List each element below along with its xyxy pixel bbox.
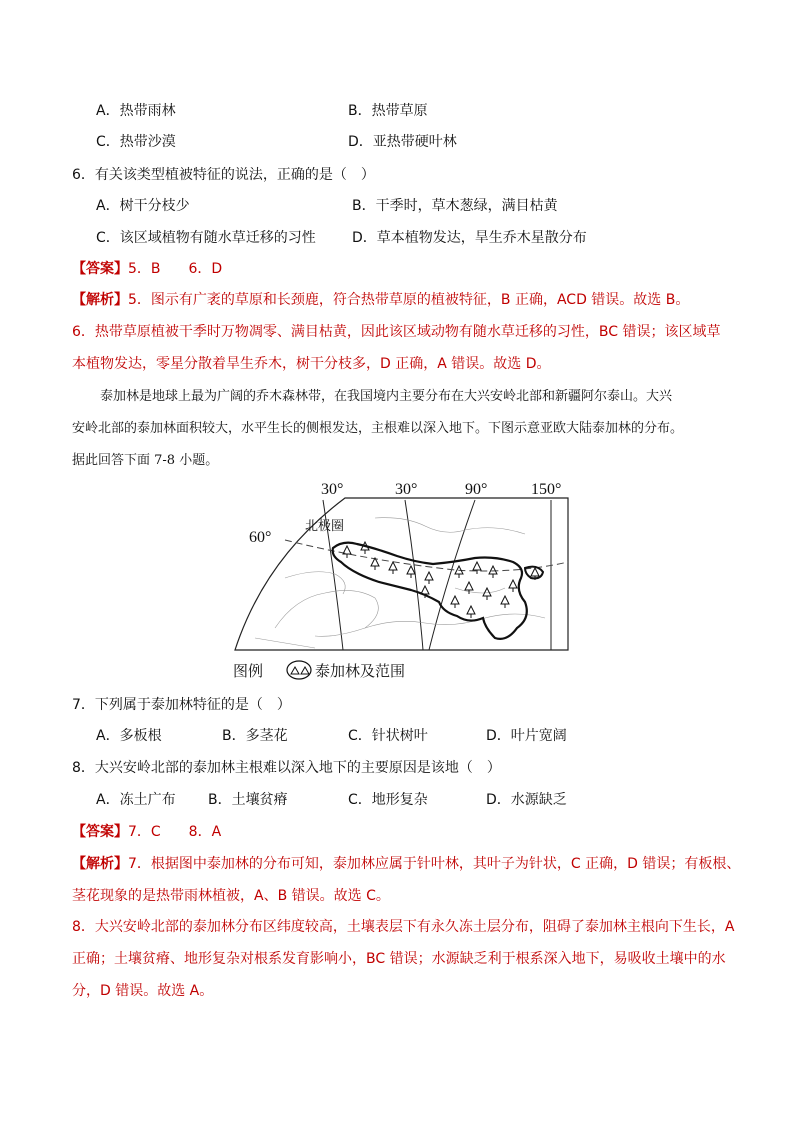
analysis-tag: 【解析】 — [72, 292, 128, 308]
q6-option-a: A．树干分枝少 — [96, 198, 190, 214]
lon-label-4: 150° — [531, 481, 562, 498]
answer-tag: 【答案】 — [72, 261, 128, 277]
legend-label: 图例 — [233, 663, 264, 680]
lon-label-1: 30° — [321, 481, 344, 498]
taiga-distribution-map — [225, 478, 585, 684]
answer-block-1 — [72, 259, 222, 279]
q8-option-a: A．冻土广布 — [96, 792, 176, 808]
passage-line1: 泰加林是地球上最为广阔的乔木森林带，在我国境内主要分布在大兴安岭北部和新疆阿尔泰山。大兴 — [100, 389, 673, 404]
answer-tag: 【答案】 — [72, 824, 128, 840]
arctic-circle-line — [285, 540, 568, 571]
q8-option-b: B．土壤贫瘠 — [208, 792, 288, 808]
analysis-text: 5．图示有广袤的草原和长颈鹿，符合热带草原的植被特征，B 正确，ACD 错误。故选 B。 — [128, 292, 690, 308]
q6-stem: 6．有关该类型植被特征的说法，正确的是（ ） — [72, 167, 375, 183]
analysis-block-2-line3: 8．大兴安岭北部的泰加林分布区纬度较高，土壤表层下有永久冻土层分布，阻碍了泰加林主根向下生长，A — [72, 919, 735, 935]
meridian-3 — [429, 500, 475, 650]
analysis-block-2-line5: 分，D 错误。故选 A。 — [72, 983, 214, 999]
answer-text: 5．B 6．D — [128, 261, 223, 277]
legend-text: 泰加林及范围 — [315, 663, 406, 680]
q7-stem: 7．下列属于泰加林特征的是（ ） — [72, 697, 291, 713]
arctic-circle-label: 北极圈 — [305, 518, 345, 533]
q5-option-b: B．热带草原 — [348, 103, 428, 119]
q7-option-d: D．叶片宽阔 — [486, 728, 567, 744]
q8-stem: 8．大兴安岭北部的泰加林主根难以深入地下的主要原因是该地（ ） — [72, 760, 501, 776]
coastlines — [255, 518, 545, 648]
analysis-block-2-line2: 茎花现象的是热带雨林植被，A、B 错误。故选 C。 — [72, 888, 390, 904]
analysis-block-1-line1 — [72, 290, 689, 310]
analysis-text: 7．根据图中泰加林的分布可知，泰加林应属于针叶林，其叶子为针状，C 正确，D 错误；有板根、 — [128, 856, 741, 872]
analysis-block-1-line3: 本植物发达，零星分散着旱生乔木，树干分枝多，D 正确，A 错误。故选 D。 — [72, 356, 551, 372]
q5-option-a: A．热带雨林 — [96, 103, 176, 119]
passage-line2: 安岭北部的泰加林面积较大，水平生长的侧根发达，主根难以深入地下。下图示意亚欧大陆泰加林的分布。 — [72, 421, 684, 436]
lon-label-2: 30° — [395, 481, 418, 498]
meridian-2 — [405, 500, 423, 650]
q5-option-d: D．亚热带硬叶林 — [348, 134, 457, 150]
analysis-block-1-line2: 6．热带草原植被干季时万物凋零、满目枯黄，因此该区域动物有随水草迁移的习性，BC 错误；该区域草 — [72, 324, 721, 340]
analysis-tag: 【解析】 — [72, 856, 128, 872]
analysis-block-2-line4: 正确；土壤贫瘠、地形复杂对根系发育影响小，BC 错误；水源缺乏利于根系深入地下，易吸收土壤中的水 — [72, 951, 726, 967]
lon-label-3: 90° — [465, 481, 488, 498]
legend-taiga-icon — [287, 661, 311, 679]
q8-option-c: C．地形复杂 — [348, 792, 428, 808]
q5-option-c: C．热带沙漠 — [96, 134, 176, 150]
analysis-block-2-line1 — [72, 854, 740, 874]
q6-option-c: C．该区域植物有随水草迁移的习性 — [96, 230, 316, 246]
q6-option-d: D．草本植物发达，旱生乔木星散分布 — [352, 230, 587, 246]
passage-line3: 据此回答下面 7-8 小题。 — [72, 453, 219, 468]
lat-label-60: 60° — [249, 529, 272, 546]
answer-block-2 — [72, 822, 221, 842]
q7-option-a: A．多板根 — [96, 728, 162, 744]
answer-text: 7．C 8．A — [128, 824, 222, 840]
q8-option-d: D．水源缺乏 — [486, 792, 567, 808]
q7-option-b: B．多茎花 — [222, 728, 288, 744]
q7-option-c: C．针状树叶 — [348, 728, 428, 744]
q6-option-b: B．干季时，草木葱绿，满目枯黄 — [352, 198, 558, 214]
